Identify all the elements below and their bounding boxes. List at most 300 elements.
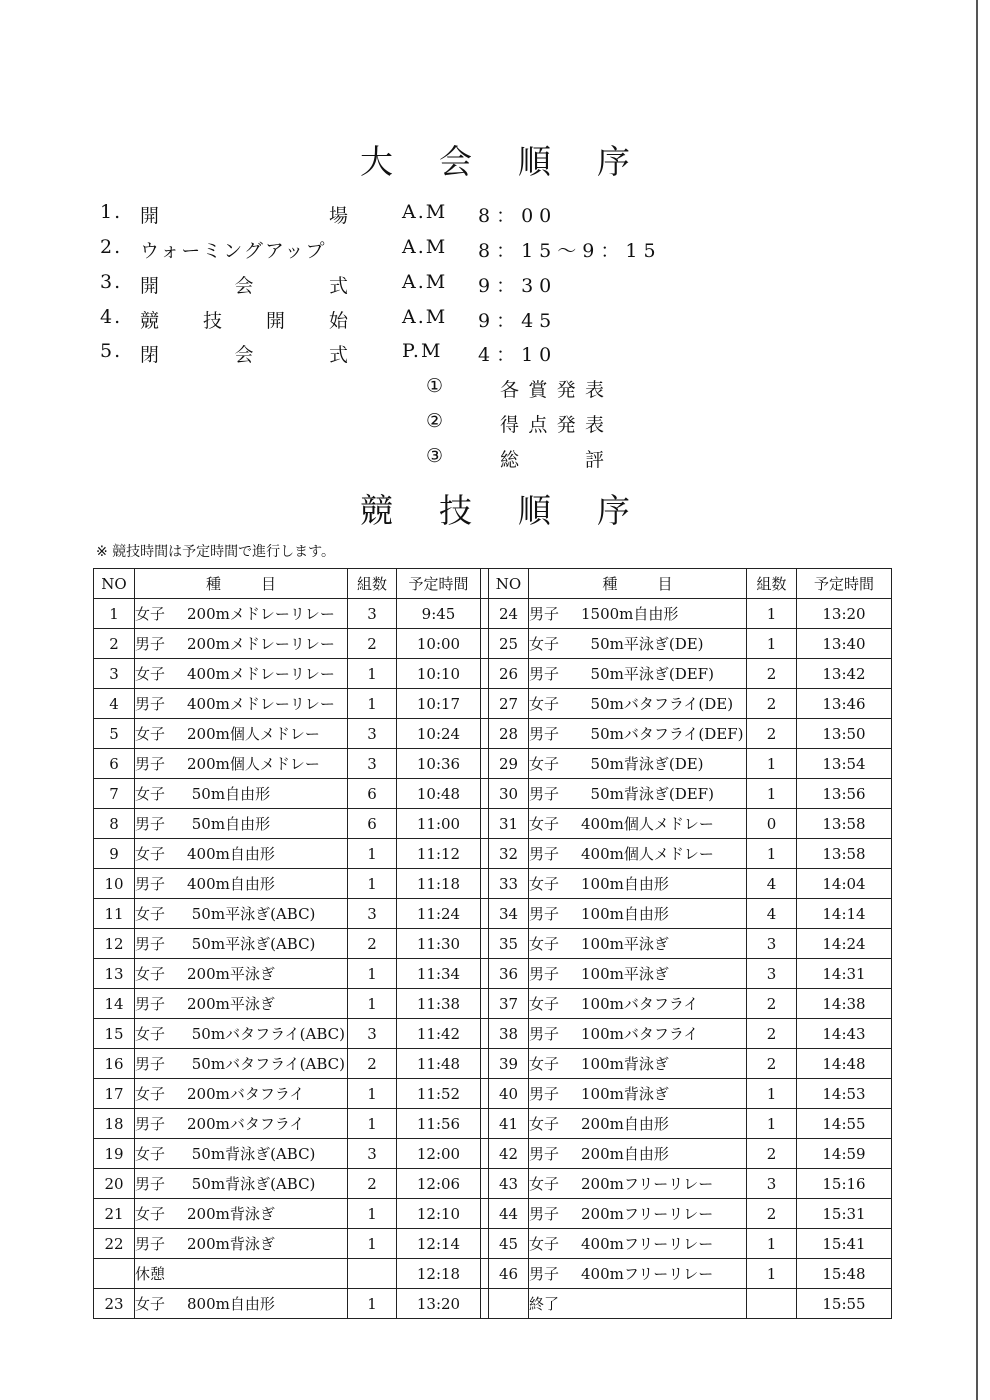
- heat-count: 1: [348, 689, 397, 719]
- heat-count: 1: [747, 1079, 797, 1109]
- event-name-cell: [135, 1079, 348, 1109]
- closing-item-mark: ②: [426, 410, 444, 432]
- heat-count: 1: [348, 1199, 397, 1229]
- event-name: 200m個人メドレー: [187, 725, 320, 743]
- scheduled-time: 9:45: [397, 599, 481, 629]
- scheduled-time: 13:42: [797, 659, 892, 689]
- scheduled-time: 10:17: [397, 689, 481, 719]
- event-name: 200m背泳ぎ: [187, 1235, 275, 1253]
- scheduled-time: 14:31: [797, 959, 892, 989]
- column-gap: [481, 1079, 489, 1109]
- event-number: 17: [94, 1079, 135, 1109]
- schedule-time: 4：10: [478, 344, 558, 366]
- event-category: 女子: [135, 845, 166, 863]
- column-gap: [481, 1169, 489, 1199]
- event-number: 34: [489, 899, 529, 929]
- event-number: 26: [489, 659, 529, 689]
- schedule-name: [140, 306, 350, 333]
- column-gap: [481, 869, 489, 899]
- event-category: 女子: [135, 1085, 166, 1103]
- event-name-cell: [135, 1019, 348, 1049]
- schedule-name-part: 式: [328, 275, 350, 297]
- event-name-cell: [529, 1259, 747, 1289]
- column-gap: [481, 1229, 489, 1259]
- event-number: 8: [94, 809, 135, 839]
- event-name-cell: [529, 779, 747, 809]
- header-count: 組数: [348, 569, 397, 599]
- event-name-cell: [529, 1019, 747, 1049]
- scheduled-time: 11:56: [397, 1109, 481, 1139]
- event-category: 女子: [135, 1025, 166, 1043]
- heat-count: 6: [348, 809, 397, 839]
- heat-count: 1: [747, 1229, 797, 1259]
- heat-count: 3: [348, 1019, 397, 1049]
- heat-count: [747, 1289, 797, 1319]
- event-category: 男子: [529, 605, 560, 623]
- event-category: 女子: [135, 905, 166, 923]
- event-number: 18: [94, 1109, 135, 1139]
- event-number: 21: [94, 1199, 135, 1229]
- event-name: 200mバタフライ: [187, 1085, 305, 1103]
- heat-count: 2: [348, 629, 397, 659]
- table-row: [94, 989, 892, 1019]
- event-category: 男子: [135, 995, 166, 1013]
- scheduled-time: 11:42: [397, 1019, 481, 1049]
- event-category: 女子: [529, 935, 560, 953]
- event-name-cell: [135, 929, 348, 959]
- event-category: 女子: [135, 725, 166, 743]
- event-name-cell: [135, 1199, 348, 1229]
- schedule-number: 5.: [100, 340, 123, 362]
- event-category: 休憩: [135, 1265, 166, 1283]
- event-name-cell: [529, 1109, 747, 1139]
- event-category: 男子: [529, 965, 560, 983]
- event-name: 200mバタフライ: [187, 1115, 305, 1133]
- event-name-cell: [529, 659, 747, 689]
- header-no: NO: [489, 569, 529, 599]
- event-number: 32: [489, 839, 529, 869]
- column-gap: [481, 899, 489, 929]
- event-category: 女子: [529, 755, 560, 773]
- scheduled-time: 14:24: [797, 929, 892, 959]
- event-category: 女子: [529, 1115, 560, 1133]
- event-name: 50m平泳ぎ(DEF): [581, 665, 714, 683]
- event-order-table: [93, 568, 892, 1319]
- column-gap: [481, 959, 489, 989]
- schedule-name-part: 始: [328, 310, 350, 332]
- table-row: [94, 1259, 892, 1289]
- table-row: [94, 959, 892, 989]
- scheduled-time: 13:58: [797, 839, 892, 869]
- event-name-cell: [135, 1259, 348, 1289]
- event-number: 24: [489, 599, 529, 629]
- event-name-cell: [135, 689, 348, 719]
- schedule-number: 3.: [100, 271, 123, 293]
- event-category: 男子: [529, 1085, 560, 1103]
- event-name: 100m背泳ぎ: [581, 1085, 669, 1103]
- scheduled-time: 14:38: [797, 989, 892, 1019]
- heat-count: 1: [747, 599, 797, 629]
- event-category: 女子: [135, 1205, 166, 1223]
- event-name-cell: [135, 839, 348, 869]
- table-row: [94, 1049, 892, 1079]
- scheduled-time: 14:14: [797, 899, 892, 929]
- closing-item-mark: ③: [426, 445, 444, 467]
- schedule-time: 8：15～9：15: [478, 240, 662, 262]
- closing-item-text-part: 各: [500, 379, 520, 401]
- event-name-cell: [529, 719, 747, 749]
- closing-item-text-part: 賞: [528, 379, 548, 401]
- schedule-name-part: 会: [234, 275, 256, 297]
- heat-count: 3: [348, 719, 397, 749]
- event-category: 女子: [135, 605, 166, 623]
- event-name-cell: [135, 1289, 348, 1319]
- event-category: 男子: [529, 725, 560, 743]
- event-name-cell: [135, 599, 348, 629]
- closing-item-text: [500, 375, 604, 402]
- table-row: [94, 899, 892, 929]
- header-event: 種目: [135, 569, 348, 599]
- event-category: 女子: [529, 875, 560, 893]
- event-name: 400mフリーリレー: [581, 1235, 714, 1253]
- event-number: 11: [94, 899, 135, 929]
- header-event: 種目: [529, 569, 747, 599]
- event-number: 13: [94, 959, 135, 989]
- heat-count: 6: [348, 779, 397, 809]
- scheduled-time: 10:24: [397, 719, 481, 749]
- heat-count: 1: [747, 1259, 797, 1289]
- scheduled-time: 13:20: [797, 599, 892, 629]
- event-name: 50mバタフライ(DE): [581, 695, 734, 713]
- event-category: 男子: [135, 815, 166, 833]
- schedule-title: 大会順序: [360, 142, 676, 181]
- schedule-name: [140, 236, 350, 263]
- closing-item-text-part: 発: [556, 414, 576, 436]
- event-name: 100m自由形: [581, 875, 669, 893]
- event-number: 5: [94, 719, 135, 749]
- event-category: 女子: [135, 1295, 166, 1313]
- heat-count: 1: [747, 779, 797, 809]
- event-name-cell: [529, 749, 747, 779]
- table-row: [94, 599, 892, 629]
- event-name-cell: [529, 809, 747, 839]
- event-name: 200mメドレーリレー: [187, 635, 335, 653]
- event-name-cell: [135, 1049, 348, 1079]
- event-name-cell: [135, 869, 348, 899]
- table-row: [94, 659, 892, 689]
- heat-count: 1: [747, 1109, 797, 1139]
- table-row: [94, 629, 892, 659]
- scheduled-time: 12:06: [397, 1169, 481, 1199]
- event-number: 30: [489, 779, 529, 809]
- header-time: 予定時間: [797, 569, 892, 599]
- closing-item-text-part: 得: [500, 414, 520, 436]
- heat-count: 1: [348, 839, 397, 869]
- event-number: 33: [489, 869, 529, 899]
- heat-count: 1: [747, 839, 797, 869]
- column-gap: [481, 629, 489, 659]
- schedule-time: 8：00: [478, 205, 558, 227]
- event-name: 50mバタフライ(ABC): [187, 1025, 345, 1043]
- event-number: 9: [94, 839, 135, 869]
- schedule-name-part: 会: [234, 344, 256, 366]
- event-number: 29: [489, 749, 529, 779]
- schedule-name-part: ウォーミングアップ: [140, 240, 327, 262]
- scheduled-time: 10:10: [397, 659, 481, 689]
- event-category: 男子: [529, 1145, 560, 1163]
- event-number: 43: [489, 1169, 529, 1199]
- scheduled-time: 11:30: [397, 929, 481, 959]
- schedule-name-part: 開: [265, 310, 287, 332]
- event-number: 44: [489, 1199, 529, 1229]
- scheduled-time: 14:04: [797, 869, 892, 899]
- table-row: [94, 1079, 892, 1109]
- event-category: 男子: [135, 635, 166, 653]
- event-name: 50mバタフライ(ABC): [187, 1055, 345, 1073]
- event-name: 50m背泳ぎ(ABC): [187, 1145, 316, 1163]
- event-number: 19: [94, 1139, 135, 1169]
- schedule-time: 9：45: [478, 310, 558, 332]
- heat-count: 3: [747, 1169, 797, 1199]
- heat-count: 1: [348, 1109, 397, 1139]
- heat-count: 2: [348, 1049, 397, 1079]
- scheduled-time: 11:38: [397, 989, 481, 1019]
- scheduled-time: 13:58: [797, 809, 892, 839]
- event-name-cell: [529, 689, 747, 719]
- event-name-cell: [529, 989, 747, 1019]
- heat-count: 0: [747, 809, 797, 839]
- event-name-cell: [529, 869, 747, 899]
- schedule-number: 2.: [100, 236, 123, 258]
- event-category: 男子: [135, 755, 166, 773]
- scheduled-time: 14:43: [797, 1019, 892, 1049]
- event-number: 35: [489, 929, 529, 959]
- event-name-cell: [529, 599, 747, 629]
- schedule-number: 4.: [100, 306, 123, 328]
- table-header-row: [94, 569, 892, 599]
- header-count: 組数: [747, 569, 797, 599]
- event-number: 12: [94, 929, 135, 959]
- event-name-cell: [135, 779, 348, 809]
- schedule-number: 1.: [100, 201, 123, 223]
- event-category: 男子: [529, 1025, 560, 1043]
- event-category: 女子: [135, 785, 166, 803]
- event-category: 女子: [529, 1175, 560, 1193]
- table-row: [94, 1199, 892, 1229]
- schedule-ampm: P.M: [402, 340, 443, 362]
- event-name-cell: [529, 1199, 747, 1229]
- table-row: [94, 1289, 892, 1319]
- event-name: 200m背泳ぎ: [187, 1205, 275, 1223]
- heat-count: 1: [348, 1079, 397, 1109]
- event-name-cell: [529, 959, 747, 989]
- heat-count: 1: [747, 629, 797, 659]
- table-row: [94, 1019, 892, 1049]
- event-category: 男子: [529, 1205, 560, 1223]
- event-number: 42: [489, 1139, 529, 1169]
- schedule-ampm: A.M: [402, 306, 448, 328]
- column-gap: [481, 1289, 489, 1319]
- scheduled-time: 14:53: [797, 1079, 892, 1109]
- event-name: 800m自由形: [187, 1295, 275, 1313]
- event-number: 20: [94, 1169, 135, 1199]
- event-category: 男子: [135, 1175, 166, 1193]
- schedule-name-part: 技: [202, 310, 224, 332]
- scheduled-time: 15:55: [797, 1289, 892, 1319]
- column-gap: [481, 659, 489, 689]
- scheduled-time: 13:50: [797, 719, 892, 749]
- closing-item-text-part: 総: [500, 449, 520, 471]
- scheduled-time: 14:55: [797, 1109, 892, 1139]
- event-category: 男子: [135, 875, 166, 893]
- event-name: 200mメドレーリレー: [187, 605, 335, 623]
- event-number: 40: [489, 1079, 529, 1109]
- column-gap: [481, 809, 489, 839]
- table-row: [94, 839, 892, 869]
- event-name: 100m平泳ぎ: [581, 935, 669, 953]
- event-number: 1: [94, 599, 135, 629]
- event-number: 38: [489, 1019, 529, 1049]
- heat-count: 2: [747, 1049, 797, 1079]
- scheduled-time: 11:00: [397, 809, 481, 839]
- event-number: 4: [94, 689, 135, 719]
- scheduled-time: 10:00: [397, 629, 481, 659]
- event-category: 女子: [529, 635, 560, 653]
- event-category: 終了: [529, 1295, 560, 1313]
- scheduled-time: 15:31: [797, 1199, 892, 1229]
- table-row: [94, 1229, 892, 1259]
- schedule-name-part: 場: [328, 205, 350, 227]
- closing-item-text: [500, 410, 604, 437]
- column-gap: [481, 569, 489, 599]
- closing-item-text-part: 発: [556, 379, 576, 401]
- event-name: 100mバタフライ: [581, 1025, 699, 1043]
- scheduled-time: 14:48: [797, 1049, 892, 1079]
- schedule-ampm: A.M: [402, 271, 448, 293]
- event-name-cell: [135, 959, 348, 989]
- scheduled-time: 14:59: [797, 1139, 892, 1169]
- heat-count: 3: [747, 929, 797, 959]
- closing-item-text-part: 表: [584, 414, 604, 436]
- event-name: 400m個人メドレー: [581, 845, 714, 863]
- scheduled-time: 11:34: [397, 959, 481, 989]
- event-name-cell: [135, 1169, 348, 1199]
- event-name: 50m平泳ぎ(DE): [581, 635, 704, 653]
- event-number: 31: [489, 809, 529, 839]
- event-category: 男子: [529, 785, 560, 803]
- event-category: 女子: [529, 1055, 560, 1073]
- event-name-cell: [135, 1139, 348, 1169]
- event-number: 3: [94, 659, 135, 689]
- heat-count: 3: [348, 899, 397, 929]
- event-category: 女子: [135, 665, 166, 683]
- column-gap: [481, 599, 489, 629]
- events-title: 競技順序: [360, 491, 676, 530]
- scheduled-time: 11:48: [397, 1049, 481, 1079]
- heat-count: 3: [348, 749, 397, 779]
- column-gap: [481, 689, 489, 719]
- scheduled-time: 11:52: [397, 1079, 481, 1109]
- table-row: [94, 1109, 892, 1139]
- event-name: 100mバタフライ: [581, 995, 699, 1013]
- heat-count: 1: [348, 1229, 397, 1259]
- heat-count: 2: [747, 1199, 797, 1229]
- event-name-cell: [135, 1229, 348, 1259]
- event-number: 39: [489, 1049, 529, 1079]
- event-name-cell: [135, 809, 348, 839]
- event-name-cell: [135, 989, 348, 1019]
- scheduled-time: 11:18: [397, 869, 481, 899]
- event-name: 1500m自由形: [581, 605, 679, 623]
- event-name: 50m背泳ぎ(DEF): [581, 785, 714, 803]
- scheduled-time: 13:56: [797, 779, 892, 809]
- heat-count: 1: [348, 989, 397, 1019]
- column-gap: [481, 749, 489, 779]
- closing-item-text: [500, 445, 604, 472]
- event-name: 400mメドレーリレー: [187, 665, 335, 683]
- table-row: [94, 749, 892, 779]
- event-name: 200m自由形: [581, 1145, 669, 1163]
- event-number: 25: [489, 629, 529, 659]
- event-number: 10: [94, 869, 135, 899]
- event-number: 14: [94, 989, 135, 1019]
- closing-item-text-part: 評: [584, 449, 604, 471]
- event-number: 15: [94, 1019, 135, 1049]
- column-gap: [481, 719, 489, 749]
- schedule-name: [140, 201, 350, 228]
- scheduled-time: 12:18: [397, 1259, 481, 1289]
- schedule-ampm: A.M: [402, 236, 448, 258]
- table-row: [94, 1139, 892, 1169]
- event-name: 50mバタフライ(DEF): [581, 725, 744, 743]
- schedule-name-part: 式: [328, 344, 350, 366]
- event-category: 男子: [135, 1055, 166, 1073]
- event-name-cell: [529, 839, 747, 869]
- event-name: 100m平泳ぎ: [581, 965, 669, 983]
- event-name-cell: [135, 659, 348, 689]
- column-gap: [481, 779, 489, 809]
- event-name-cell: [135, 1109, 348, 1139]
- heat-count: 2: [747, 989, 797, 1019]
- event-name: 100m背泳ぎ: [581, 1055, 669, 1073]
- scheduled-time: 13:46: [797, 689, 892, 719]
- schedule-name: [140, 271, 350, 298]
- page-edge-line: [976, 0, 978, 1400]
- event-number: 7: [94, 779, 135, 809]
- table-row: [94, 929, 892, 959]
- heat-count: 1: [348, 959, 397, 989]
- schedule-time: 9：30: [478, 275, 558, 297]
- scheduled-time: 11:12: [397, 839, 481, 869]
- event-number: 27: [489, 689, 529, 719]
- event-name: 400mフリーリレー: [581, 1265, 714, 1283]
- event-name: 50m背泳ぎ(ABC): [187, 1175, 316, 1193]
- column-gap: [481, 1109, 489, 1139]
- heat-count: 3: [348, 599, 397, 629]
- event-category: 女子: [529, 995, 560, 1013]
- heat-count: 2: [747, 719, 797, 749]
- event-number: 16: [94, 1049, 135, 1079]
- event-category: 女子: [529, 1235, 560, 1253]
- event-number: [94, 1259, 135, 1289]
- event-number: 46: [489, 1259, 529, 1289]
- event-name: 200m自由形: [581, 1115, 669, 1133]
- schedule-name-part: 開: [140, 275, 162, 297]
- event-category: 女子: [529, 815, 560, 833]
- event-name-cell: [529, 1289, 747, 1319]
- table-row: [94, 689, 892, 719]
- event-category: 女子: [529, 695, 560, 713]
